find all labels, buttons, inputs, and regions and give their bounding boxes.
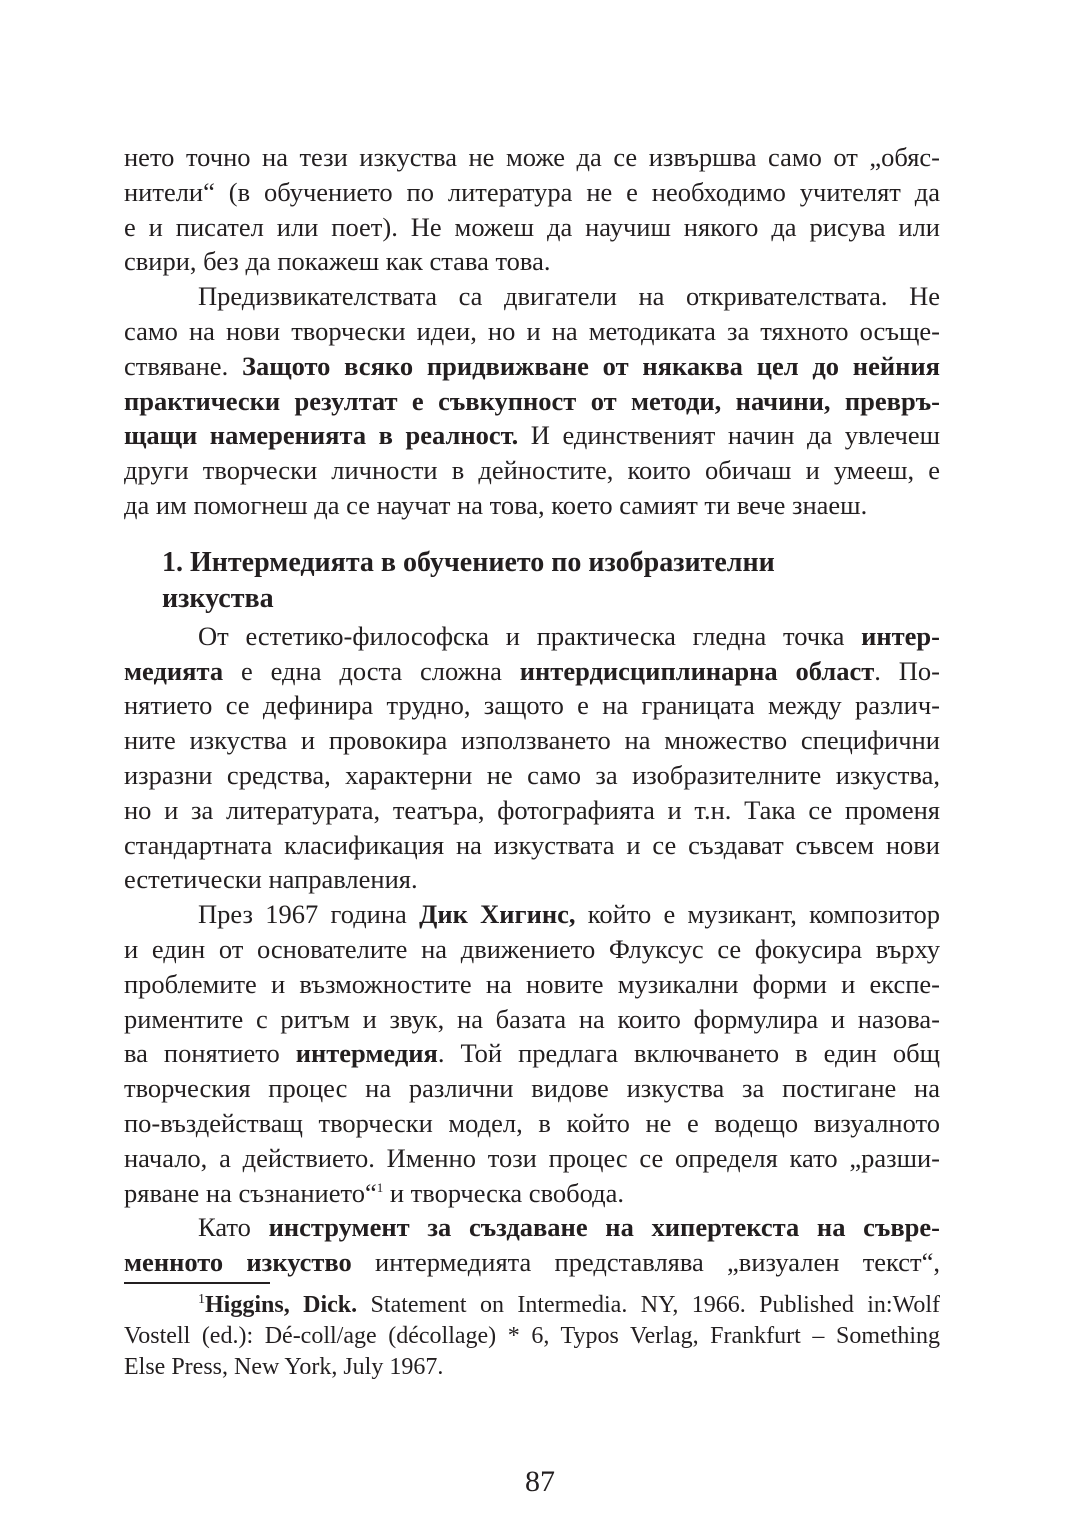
bold-run: щащи намеренията в реалност. — [124, 420, 519, 451]
bold-run: менното изкуство — [124, 1247, 352, 1278]
text-run: ва понятието — [124, 1038, 296, 1069]
bold-run: Защото всяко придвижване от някаква цел до нейния — [241, 350, 940, 381]
text-line: творческия процес на различни видове изкуства за постигане на — [124, 1073, 940, 1104]
heading-line: 1. Интермедията в обучението по изобразителни — [162, 546, 775, 578]
paragraph-higgins — [124, 897, 940, 1210]
text-line — [124, 1210, 940, 1245]
text-line: риментите с ритъм и звук, на базата на които формулира и назова- — [124, 1003, 940, 1034]
text-run: и творческа свобода. — [383, 1177, 624, 1208]
text-line: естетически направления. — [124, 864, 418, 895]
text-line: но и за литературата, театъра, фотографията и т.н. Така се променя — [124, 794, 940, 825]
text-line: стандартната класификация на изкуствата и се създават съвсем нови — [124, 829, 940, 860]
text-line — [124, 384, 940, 419]
text-line — [124, 1245, 940, 1280]
footnote-line: Else Press, New York, July 1967. — [124, 1353, 444, 1380]
text-line — [124, 654, 940, 689]
text-line: да им помогнеш да се научат на това, което самият ти вече знаеш. — [124, 489, 868, 520]
text-run: . Той предлага включването в един общ — [437, 1038, 940, 1069]
text-run: ствяване. — [124, 350, 242, 381]
paragraph-continued — [124, 140, 940, 279]
text-line — [124, 1176, 940, 1211]
spacer — [124, 523, 940, 545]
text-line: по-въздействащ творчески модел, в който не е водещо визуалното — [124, 1107, 940, 1138]
bold-run: интер- — [861, 620, 940, 651]
footnote-reference[interactable]: 1 — [376, 1179, 384, 1195]
paragraph-challenges — [124, 279, 940, 523]
text-line: нители“ (в обучението по литература не е необходимо учителят да — [124, 176, 940, 207]
text-run: ряване на съзнанието“ — [124, 1177, 377, 1208]
text-run: . По- — [874, 655, 940, 686]
text-run: Statement on Intermedia. NY, 1966. Published in:Wolf — [357, 1291, 940, 1318]
text-run: И единственият начин да увлечеш — [518, 420, 940, 451]
text-run: През 1967 година — [198, 899, 420, 930]
text-line: изразни средства, характерни не само за изобразителните изкуства, — [124, 759, 940, 790]
bold-run: интердисциплинарна област — [519, 655, 875, 686]
text-line — [124, 897, 940, 932]
bold-run: медията — [124, 655, 224, 686]
footnote-divider — [124, 1282, 270, 1284]
footnote-line: Vostell (ed.): Dé-coll/age (décollage) * 6, Typos Verlag, Frankfurt – Something — [124, 1322, 940, 1349]
section-heading — [124, 545, 940, 617]
text-line: проблемите и възможностите на новите музикални форми и експе- — [124, 968, 940, 999]
bold-run: инструмент за създаване на хипертекста на съвре- — [268, 1212, 940, 1243]
heading-line: изкуства — [162, 582, 274, 614]
footnote-line — [124, 1290, 940, 1321]
text-line: Предизвикателствата са двигатели на откривателствата. Не — [198, 281, 940, 312]
text-line — [124, 1036, 940, 1071]
footnote-mark: 1 — [198, 1291, 205, 1307]
text-line: начало, а действието. Именно този процес се определя като „разши- — [124, 1142, 940, 1173]
footnote — [124, 1290, 940, 1383]
bold-run: Higgins, Dick. — [205, 1291, 358, 1318]
text-run: Като — [198, 1212, 269, 1243]
bold-run: интермедия — [295, 1038, 438, 1069]
text-line: е и писател или поет). Не можеш да научиш някого да рисува или — [124, 211, 940, 242]
text-line: и един от основателите на движението Флуксус се фокусира върху — [124, 933, 940, 964]
text-line: нето точно на тези изкуства не може да се извършва само от „обяс- — [124, 142, 940, 172]
text-run: интермедията представлява „визуален текст“, — [351, 1247, 940, 1278]
paragraph-intermedia-definition — [124, 619, 940, 897]
text-line: други творчески личности в дейностите, които обичаш и умееш, е — [124, 455, 940, 486]
text-line — [124, 619, 940, 654]
text-line: само на нови творчески идеи, но и на методиката за тяхното осъще- — [124, 315, 940, 346]
text-line: нятието се дефинира трудно, защото е на границата между различ- — [124, 690, 940, 721]
text-run: който е музикант, композитор — [575, 899, 940, 930]
page-number: 87 — [525, 1465, 555, 1498]
text-run: е една доста сложна — [223, 655, 520, 686]
bold-run: Дик Хигинс, — [419, 899, 576, 930]
paragraph-hypertext — [124, 1210, 940, 1280]
text-line: ните изкуства и провокира използването на множество специфични — [124, 725, 940, 756]
text-line — [124, 418, 940, 453]
text-line: свири, без да покажеш как става това. — [124, 246, 551, 277]
text-line — [124, 349, 940, 384]
page-body — [124, 140, 940, 1383]
bold-run: практически резултат е съвкупност от методи, начини, превръ- — [124, 385, 940, 416]
text-run: От естетико-философска и практическа гледна точка — [198, 620, 862, 651]
